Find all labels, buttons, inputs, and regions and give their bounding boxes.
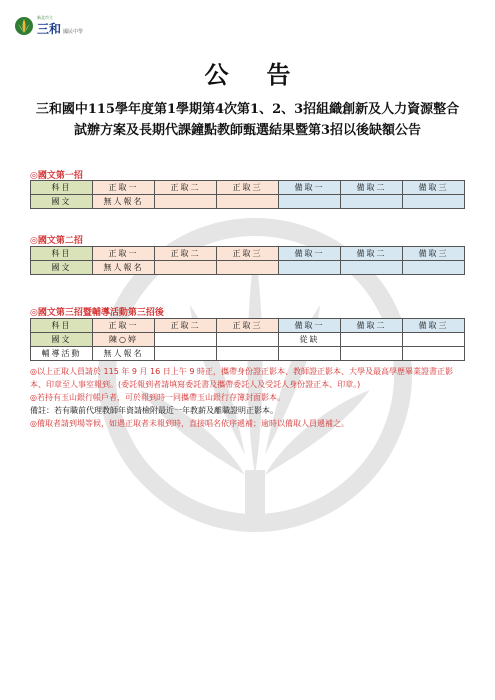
announcement-subtitle: 三和國中115學年度第1學期第4次第1、2、3招組織創新及人力資源整合試辦方案及長期代課鐘點教師甄選結果暨第3招以後缺額公告 <box>35 102 460 138</box>
table-header-row <box>31 319 465 333</box>
section-label-chinese-round-3: ◎國文第三招暨輔導活動第三招後 <box>30 308 164 318</box>
col-header-alternate-2: 備取二 <box>341 181 403 195</box>
col-header-main-1: 正取一 <box>93 181 155 195</box>
cell-alternate-2 <box>341 261 403 275</box>
note-bank-account: ◎若持有玉山銀行帳戶者，可於報到時一同攜帶玉山銀行存簿封面影本。 <box>30 393 285 402</box>
cell-main-1: 無人報名 <box>93 347 155 361</box>
table-row <box>31 261 465 275</box>
cell-main-2 <box>155 333 217 347</box>
cell-subject: 輔導活動 <box>31 347 93 361</box>
col-header-alternate-2: 備取二 <box>341 247 403 261</box>
cell-alternate-1 <box>279 347 341 361</box>
cell-alternate-1 <box>279 261 341 275</box>
note-remark: 備註：若有職前代理教師年資請檢附最近一年教薪及離職證明正影本。 <box>30 406 278 415</box>
col-header-subject: 科目 <box>31 181 93 195</box>
cell-alternate-2 <box>341 195 403 209</box>
logo-school-type: 國民中學 <box>63 29 84 35</box>
cell-alternate-3 <box>403 333 465 347</box>
cell-main-2 <box>155 347 217 361</box>
cell-main-3 <box>217 347 279 361</box>
table-row <box>31 347 465 361</box>
table-header-row <box>31 181 465 195</box>
col-header-main-1: 正取一 <box>93 247 155 261</box>
cell-alternate-3 <box>403 347 465 361</box>
cell-main-1: 無人報名 <box>93 195 155 209</box>
col-header-subject: 科目 <box>31 319 93 333</box>
col-header-main-3: 正取三 <box>217 181 279 195</box>
table-row <box>31 195 465 209</box>
cell-main-1: 陳○婷 <box>93 333 155 347</box>
table-header-row <box>31 247 465 261</box>
col-header-main-3: 正取三 <box>217 247 279 261</box>
note-reporting-instructions: ◎以上正取人員請於 115 年 9 月 16 日上午 9 時正，攜帶身份證正影本、教師證正影本、大學及最高學歷畢業證書正影本、印章至人事室報到。(委託報到者請填寫委託書及攜帶委託人及受託人身份證正本、印章。) <box>30 367 453 389</box>
cell-alternate-2 <box>341 347 403 361</box>
cell-subject: 國文 <box>31 195 93 209</box>
cell-main-2 <box>155 261 217 275</box>
note-waitlist: ◎備取者請到場等候，如遇正取者未報到時，直接唱名依序遞補；逾時以備取人員遞補之。 <box>30 419 349 428</box>
notes-section <box>30 365 468 430</box>
school-logo <box>14 16 83 36</box>
page-title: 公告 <box>204 60 329 89</box>
col-header-alternate-3: 備取三 <box>403 181 465 195</box>
cell-subject: 國文 <box>31 333 93 347</box>
cell-alternate-1: 從缺 <box>279 333 341 347</box>
cell-main-2 <box>155 195 217 209</box>
cell-main-3 <box>217 195 279 209</box>
col-header-alternate-3: 備取三 <box>403 247 465 261</box>
logo-school-name: 三和 <box>37 22 62 36</box>
col-header-alternate-1: 備取一 <box>279 319 341 333</box>
cell-main-3 <box>217 261 279 275</box>
cell-main-1: 無人報名 <box>93 261 155 275</box>
col-header-subject: 科目 <box>31 247 93 261</box>
cell-alternate-1 <box>279 195 341 209</box>
col-header-main-1: 正取一 <box>93 319 155 333</box>
cell-alternate-3 <box>403 195 465 209</box>
col-header-main-2: 正取二 <box>155 319 217 333</box>
col-header-alternate-3: 備取三 <box>403 319 465 333</box>
results-table-chinese-round-3 <box>30 318 465 361</box>
cell-subject: 國文 <box>31 261 93 275</box>
school-emblem-icon <box>14 16 34 36</box>
section-label-chinese-round-2: ◎國文第二招 <box>30 236 83 246</box>
col-header-alternate-2: 備取二 <box>341 319 403 333</box>
col-header-alternate-1: 備取一 <box>279 181 341 195</box>
logo-caption: 新北市立 <box>37 15 53 20</box>
col-header-main-2: 正取二 <box>155 247 217 261</box>
section-label-chinese-round-1: ◎國文第一招 <box>30 171 83 181</box>
results-table-chinese-round-1 <box>30 180 465 209</box>
results-table-chinese-round-2 <box>30 246 465 275</box>
col-header-alternate-1: 備取一 <box>279 247 341 261</box>
col-header-main-2: 正取二 <box>155 181 217 195</box>
col-header-main-3: 正取三 <box>217 319 279 333</box>
table-row <box>31 333 465 347</box>
cell-alternate-3 <box>403 261 465 275</box>
cell-main-3 <box>217 333 279 347</box>
cell-alternate-2 <box>341 333 403 347</box>
